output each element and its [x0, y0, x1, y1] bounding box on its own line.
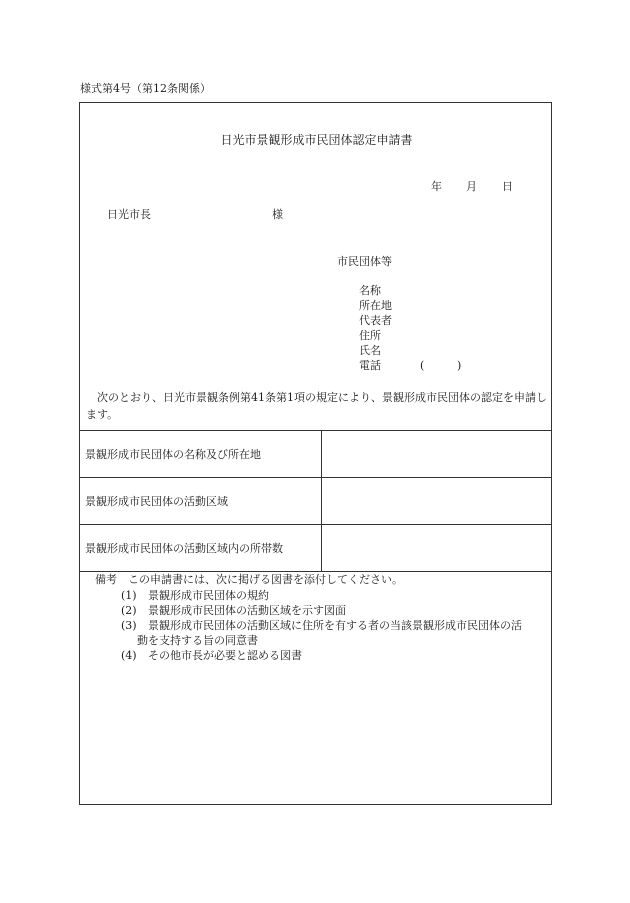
phone-paren-open: (	[420, 359, 425, 372]
row-value-activity-area[interactable]	[322, 478, 553, 525]
note-text: 景観形成市民団体の活動区域に住所を有する者の当該景観形成市民団体の活	[148, 619, 522, 632]
date-year-label: 年	[431, 180, 442, 193]
form-number-label: 様式第4号（第12条関係）	[80, 82, 211, 95]
field-fullname-label: 氏名	[359, 344, 381, 357]
document-title: 日光市景観形成市民団体認定申請書	[220, 133, 413, 147]
note-number: (2)	[121, 604, 137, 617]
phone-paren-close: )	[457, 359, 462, 372]
applicant-heading: 市民団体等	[337, 255, 392, 268]
table-row	[79, 431, 552, 478]
note-text-continuation: 動を支持する旨の同意書	[137, 634, 258, 647]
note-number: (4)	[121, 649, 137, 662]
note-text: 景観形成市民団体の規約	[148, 589, 269, 602]
table-row	[79, 478, 552, 525]
addressee-honorific: 様	[272, 208, 283, 221]
field-address-label: 所在地	[359, 299, 392, 312]
row-label-activity-area: 景観形成市民団体の活動区域	[79, 478, 322, 525]
field-representative-label: 代表者	[359, 314, 392, 327]
addressee-name: 日光市長	[107, 208, 151, 221]
field-name-label: 名称	[359, 284, 381, 297]
notes-heading: 備考 この申請書には、次に掲げる図書を添付してください。	[95, 573, 403, 586]
field-residence-label: 住所	[359, 329, 381, 342]
date-month-label: 月	[466, 180, 477, 193]
note-text: 景観形成市民団体の活動区域を示す図面	[148, 604, 346, 617]
table-row	[79, 525, 552, 572]
note-number: (3)	[121, 619, 137, 632]
details-table	[79, 430, 552, 572]
note-text: その他市長が必要と認める図書	[148, 649, 302, 662]
row-value-household-count[interactable]	[322, 525, 553, 572]
row-value-name-location[interactable]	[322, 431, 553, 478]
field-phone-label: 電話	[359, 359, 381, 372]
note-number: (1)	[121, 589, 137, 602]
date-day-label: 日	[502, 180, 513, 193]
row-label-name-location: 景観形成市民団体の名称及び所在地	[79, 431, 322, 478]
application-statement: 次のとおり、日光市景観条例第41条第1項の規定により、景観形成市民団体の認定を申請します。	[86, 391, 547, 421]
row-label-household-count: 景観形成市民団体の活動区域内の所帯数	[79, 525, 322, 572]
